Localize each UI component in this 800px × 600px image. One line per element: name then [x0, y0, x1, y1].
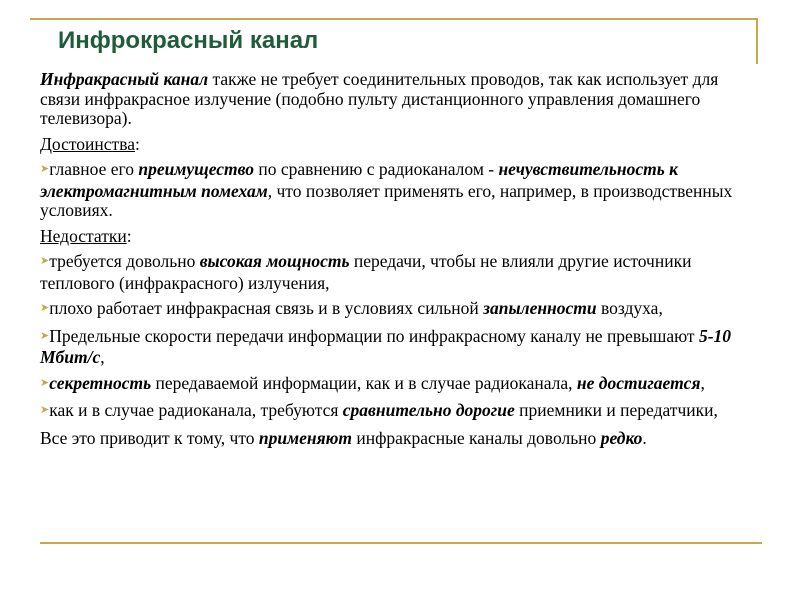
conclusion-text-c: .	[642, 427, 647, 448]
dis-2-text-a: плохо работает инфракрасная связь и в условиях сильной	[49, 298, 484, 318]
dis-5-emphasis: сравнительно дорогие	[342, 400, 515, 420]
advantages-colon: :	[135, 133, 140, 154]
disadvantage-item-5	[40, 401, 760, 423]
arrow-bullet-icon: ➤	[40, 328, 50, 342]
conclusion-emphasis-b: редко	[600, 427, 643, 448]
advantage-item-1	[40, 160, 760, 221]
arrow-bullet-icon: ➤	[40, 375, 50, 389]
disadvantage-item-4	[40, 374, 760, 396]
advantages-label: Достоинства	[40, 133, 136, 154]
arrow-bullet-icon: ➤	[40, 162, 50, 175]
conclusion-paragraph	[40, 429, 760, 449]
conclusion-text-a: Все это приводит к тому, что	[40, 427, 259, 448]
intro-text: также не требует соединительных проводов, так как использует для связи инфракрасное излучение (подобно пульту дистанционного управления домашнего телевизора).	[40, 69, 719, 128]
dis-3-text-a: Предельные скорости передачи информации по инфракрасному каналу не превышают	[49, 325, 699, 346]
slide-title: Инфрокрасный канал	[58, 27, 319, 54]
intro-term: Инфракрасный канал	[40, 69, 209, 89]
dis-1-text-a: требуется довольно	[49, 251, 200, 271]
arrow-bullet-icon: ➤	[40, 403, 50, 416]
dis-2-text-b: воздуха,	[596, 298, 663, 318]
advantages-heading	[40, 135, 760, 155]
advantage-1-text-b: по сравнению с радиоканалом -	[253, 159, 499, 179]
disadvantage-item-2	[40, 299, 760, 321]
arrow-bullet-icon: ➤	[40, 301, 50, 314]
conclusion-emphasis-a: применяют	[258, 427, 352, 448]
advantage-1-emphasis-b: нечувствительность к электромагнитным помехам	[40, 159, 678, 201]
dis-3-text-b: ,	[100, 347, 105, 367]
dis-4-emphasis-a: секретность	[49, 372, 152, 393]
disadvantages-label: Недостатки	[40, 225, 127, 246]
intro-paragraph	[40, 70, 760, 129]
disadvantages-colon: :	[126, 225, 132, 246]
disadvantage-item-3	[40, 327, 760, 368]
dis-4-text-a: передаваемой информации, как и в случае радиоканала,	[151, 372, 577, 393]
dis-3-emphasis: 5-10 Мбит/с	[40, 325, 732, 367]
dis-1-text-b: передачи, чтобы не влияли другие источники теплового (инфракрасного) излучения,	[40, 251, 692, 293]
dis-2-emphasis: запыленности	[483, 298, 597, 318]
dis-4-text-b: ,	[700, 372, 705, 393]
advantage-1-emphasis-a: преимущество	[138, 159, 254, 179]
bottom-rule	[40, 542, 762, 544]
disadvantage-item-1	[40, 252, 760, 293]
dis-1-emphasis: высокая мощность	[199, 251, 350, 271]
disadvantages-heading	[40, 227, 760, 247]
conclusion-text-b: инфракрасные каналы довольно	[351, 427, 601, 448]
advantage-1-text-a: главное его	[49, 159, 139, 179]
dis-4-emphasis-b: не достигается	[576, 372, 701, 393]
dis-5-text-b: приемники и передатчики,	[514, 400, 718, 420]
dis-5-text-a: как и в случае радиоканала, требуются	[49, 400, 343, 420]
arrow-bullet-icon: ➤	[40, 254, 50, 267]
advantage-1-text-c: , что позволяет применять его, например, в производственных условиях.	[40, 180, 733, 220]
slide-content	[40, 70, 760, 454]
